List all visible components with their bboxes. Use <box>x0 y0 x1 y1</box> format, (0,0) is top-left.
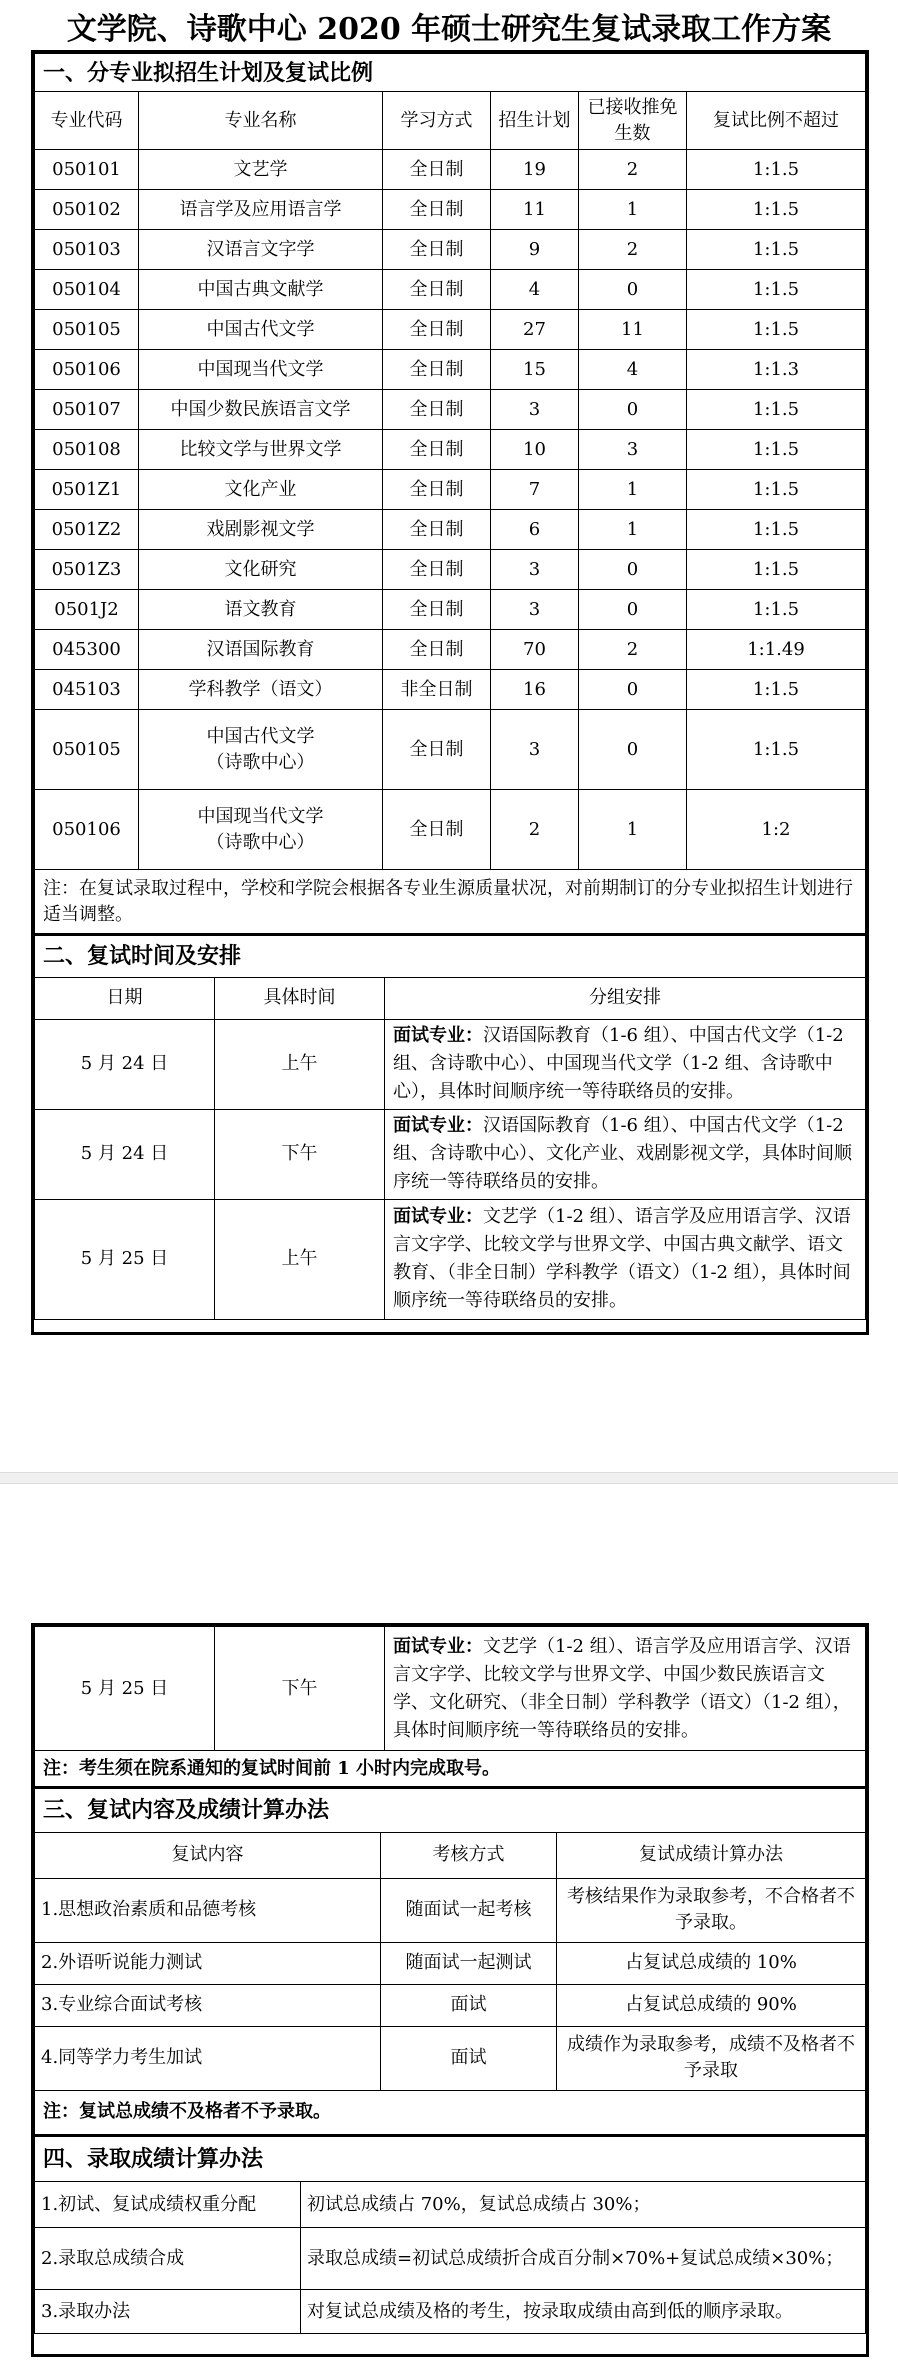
col-header: 复试成绩计算办法 <box>557 1832 866 1878</box>
table-cell: 全日制 <box>383 150 491 190</box>
table-row <box>35 630 866 670</box>
table-cell: 050101 <box>35 150 139 190</box>
table-cell: 全日制 <box>383 350 491 390</box>
table-cell: 1:1.5 <box>687 510 866 550</box>
table-cell: 0 <box>579 550 687 590</box>
table-row: 2.录取总成绩合成 录取总成绩=初试总成绩折合成百分制×70%+复试总成绩×30%； <box>35 2228 866 2290</box>
col-header: 日期 <box>35 977 215 1019</box>
table-cell: 0501Z1 <box>35 470 139 510</box>
table-row <box>35 150 866 190</box>
table-row: 050105 中国古代文学 （诗歌中心） 全日制 3 0 1:1.5 <box>35 710 866 790</box>
table-cell: 050108 <box>35 430 139 470</box>
document-page-1 <box>31 50 869 1335</box>
table-cell: 戏剧影视文学 <box>139 510 383 550</box>
table-cell: 0 <box>579 390 687 430</box>
table-cell: 1:1.5 <box>687 270 866 310</box>
table-cell: 0 <box>579 590 687 630</box>
table-cell: 文艺学 <box>139 150 383 190</box>
table-cell: 1:1.49 <box>687 630 866 670</box>
table-cell: 16 <box>491 670 579 710</box>
table-row: 3.录取办法 对复试总成绩及格的考生，按录取成绩由高到低的顺序录取。 <box>35 2290 866 2334</box>
table-cell: 4 <box>491 270 579 310</box>
table-cell: 3 <box>491 590 579 630</box>
table-cell: 050105 <box>35 310 139 350</box>
table-cell: 1:1.5 <box>687 670 866 710</box>
section-heading-2: 二、复试时间及安排 <box>35 935 866 977</box>
table-cell: 1:1.5 <box>687 390 866 430</box>
page-separator <box>0 1472 898 1484</box>
table-cell: 全日制 <box>383 390 491 430</box>
admission-table <box>34 2135 866 2335</box>
table-cell: 045300 <box>35 630 139 670</box>
table-cell: 10 <box>491 430 579 470</box>
table-row: 1.初试、复试成绩权重分配 初试总成绩占 70%，复试总成绩占 30%； <box>35 2182 866 2228</box>
table-cell: 汉语言文字学 <box>139 230 383 270</box>
schedule-table-continued <box>34 1626 866 1787</box>
col-header: 复试比例不超过 <box>687 92 866 150</box>
plan-note: 注：在复试录取过程中，学校和学院会根据各专业生源质量状况，对前期制订的分专业拟招生计划进行适当调整。 <box>35 870 866 934</box>
table-row <box>35 430 866 470</box>
table-row <box>35 310 866 350</box>
table-cell: 0501Z3 <box>35 550 139 590</box>
table-row: 5 月 25 日 下午 面试专业：文艺学（1-2 组）、语言学及应用语言学、汉语言文字学、比较文学与世界文学、中国少数民族语言文学、文化研究、（非全日制）学科教学（语文）（1-2 组），具体时间顺序统一等待联络员的安排。 <box>35 1627 866 1751</box>
col-header: 具体时间 <box>215 977 385 1019</box>
table-row <box>35 470 866 510</box>
document-page-2 <box>31 1623 869 2357</box>
col-header: 学习方式 <box>383 92 491 150</box>
table-cell: 学科教学（语文） <box>139 670 383 710</box>
table-row: 050106 中国现当代文学 （诗歌中心） 全日制 2 1 1:2 <box>35 790 866 870</box>
table-cell: 3 <box>579 430 687 470</box>
table-cell: 050104 <box>35 270 139 310</box>
table-row: 3.专业综合面试考核 面试 占复试总成绩的 90% <box>35 1984 866 2026</box>
table-row <box>35 510 866 550</box>
table-row: 2.外语听说能力测试 随面试一起测试 占复试总成绩的 10% <box>35 1942 866 1984</box>
assessment-note: 注：复试总成绩不及格者不予录取。 <box>35 2090 866 2134</box>
table-cell: 全日制 <box>383 230 491 270</box>
table-cell: 1 <box>579 510 687 550</box>
table-row: 5 月 24 日 下午 面试专业：汉语国际教育（1-6 组）、中国古代文学（1-2 组、含诗歌中心）、文化产业、戏剧影视文学，具体时间顺序统一等待联络员的安排。 <box>35 1109 866 1199</box>
table-row <box>35 550 866 590</box>
table-cell: 1 <box>579 190 687 230</box>
table-cell: 050106 <box>35 350 139 390</box>
table-cell: 全日制 <box>383 430 491 470</box>
col-header: 分组安排 <box>385 977 866 1019</box>
table-cell: 中国古典文献学 <box>139 270 383 310</box>
col-header: 已接收推免生数 <box>579 92 687 150</box>
table-cell: 1 <box>579 470 687 510</box>
table-row <box>35 270 866 310</box>
table-cell: 0501Z2 <box>35 510 139 550</box>
table-cell: 0501J2 <box>35 590 139 630</box>
table-cell: 汉语国际教育 <box>139 630 383 670</box>
enrollment-plan-table <box>34 53 866 934</box>
table-cell: 11 <box>579 310 687 350</box>
table-row <box>35 590 866 630</box>
table-cell: 全日制 <box>383 190 491 230</box>
table-cell: 1:1.5 <box>687 190 866 230</box>
table-cell: 全日制 <box>383 550 491 590</box>
table-cell: 0 <box>579 270 687 310</box>
page-title: 文学院、诗歌中心 2020 年硕士研究生复试录取工作方案 <box>66 12 832 47</box>
table-cell: 2 <box>579 630 687 670</box>
table-cell: 045103 <box>35 670 139 710</box>
table-cell: 全日制 <box>383 510 491 550</box>
assessment-table <box>34 1787 866 2135</box>
table-cell: 1:1.5 <box>687 470 866 510</box>
table-cell: 语言学及应用语言学 <box>139 190 383 230</box>
table-cell: 15 <box>491 350 579 390</box>
table-cell: 1:1.5 <box>687 590 866 630</box>
table-cell: 中国少数民族语言文学 <box>139 390 383 430</box>
table-cell: 27 <box>491 310 579 350</box>
table-cell: 比较文学与世界文学 <box>139 430 383 470</box>
table-cell: 70 <box>491 630 579 670</box>
col-header: 招生计划 <box>491 92 579 150</box>
table-cell: 6 <box>491 510 579 550</box>
table-cell: 050102 <box>35 190 139 230</box>
table-row <box>35 670 866 710</box>
table-cell: 11 <box>491 190 579 230</box>
table-cell: 9 <box>491 230 579 270</box>
table-cell: 中国现当代文学 <box>139 350 383 390</box>
table-cell: 全日制 <box>383 630 491 670</box>
table-cell: 2 <box>579 230 687 270</box>
table-cell: 050107 <box>35 390 139 430</box>
table-cell: 中国古代文学 <box>139 310 383 350</box>
table-cell: 3 <box>491 390 579 430</box>
table-cell: 4 <box>579 350 687 390</box>
table-cell: 全日制 <box>383 270 491 310</box>
col-header: 复试内容 <box>35 1832 381 1878</box>
table-cell: 1:1.3 <box>687 350 866 390</box>
table-cell: 语文教育 <box>139 590 383 630</box>
table-row: 5 月 25 日 上午 面试专业：文艺学（1-2 组）、语言学及应用语言学、汉语言文字学、比较文学与世界文学、中国古典文献学、语文教育、（非全日制）学科教学（语文）（1-2 组），具体时间顺序统一等待联络员的安排。 <box>35 1199 866 1319</box>
table-cell: 1:1.5 <box>687 230 866 270</box>
section-heading-1: 一、分专业拟招生计划及复试比例 <box>35 54 866 92</box>
table-cell: 1:1.5 <box>687 430 866 470</box>
section-heading-4: 四、录取成绩计算办法 <box>35 2136 866 2182</box>
table-row: 1.思想政治素质和品德考核 随面试一起考核 考核结果作为录取参考，不合格者不予录取。 <box>35 1878 866 1942</box>
table-cell: 文化研究 <box>139 550 383 590</box>
table-row <box>35 230 866 270</box>
col-header: 专业名称 <box>139 92 383 150</box>
schedule-table <box>34 934 866 1320</box>
table-cell: 7 <box>491 470 579 510</box>
table-cell: 0 <box>579 670 687 710</box>
table-cell: 全日制 <box>383 470 491 510</box>
table-row <box>35 350 866 390</box>
table-cell: 文化产业 <box>139 470 383 510</box>
table-row <box>35 190 866 230</box>
schedule-note: 注：考生须在院系通知的复试时间前 1 小时内完成取号。 <box>35 1751 866 1787</box>
col-header: 考核方式 <box>381 1832 557 1878</box>
col-header: 专业代码 <box>35 92 139 150</box>
table-row: 5 月 24 日 上午 面试专业：汉语国际教育（1-6 组）、中国古代文学（1-2 组、含诗歌中心）、中国现当代文学（1-2 组、含诗歌中心），具体时间顺序统一等待联络员的安排。 <box>35 1019 866 1109</box>
table-cell: 1:1.5 <box>687 150 866 190</box>
section-heading-3: 三、复试内容及成绩计算办法 <box>35 1788 866 1832</box>
table-cell: 050103 <box>35 230 139 270</box>
table-cell: 非全日制 <box>383 670 491 710</box>
table-cell: 19 <box>491 150 579 190</box>
table-cell: 全日制 <box>383 590 491 630</box>
table-row <box>35 390 866 430</box>
table-row: 4.同等学力考生加试 面试 成绩作为录取参考，成绩不及格者不予录取 <box>35 2026 866 2090</box>
table-cell: 3 <box>491 550 579 590</box>
table-cell: 1:1.5 <box>687 550 866 590</box>
table-cell: 1:1.5 <box>687 310 866 350</box>
table-cell: 全日制 <box>383 310 491 350</box>
table-cell: 2 <box>579 150 687 190</box>
